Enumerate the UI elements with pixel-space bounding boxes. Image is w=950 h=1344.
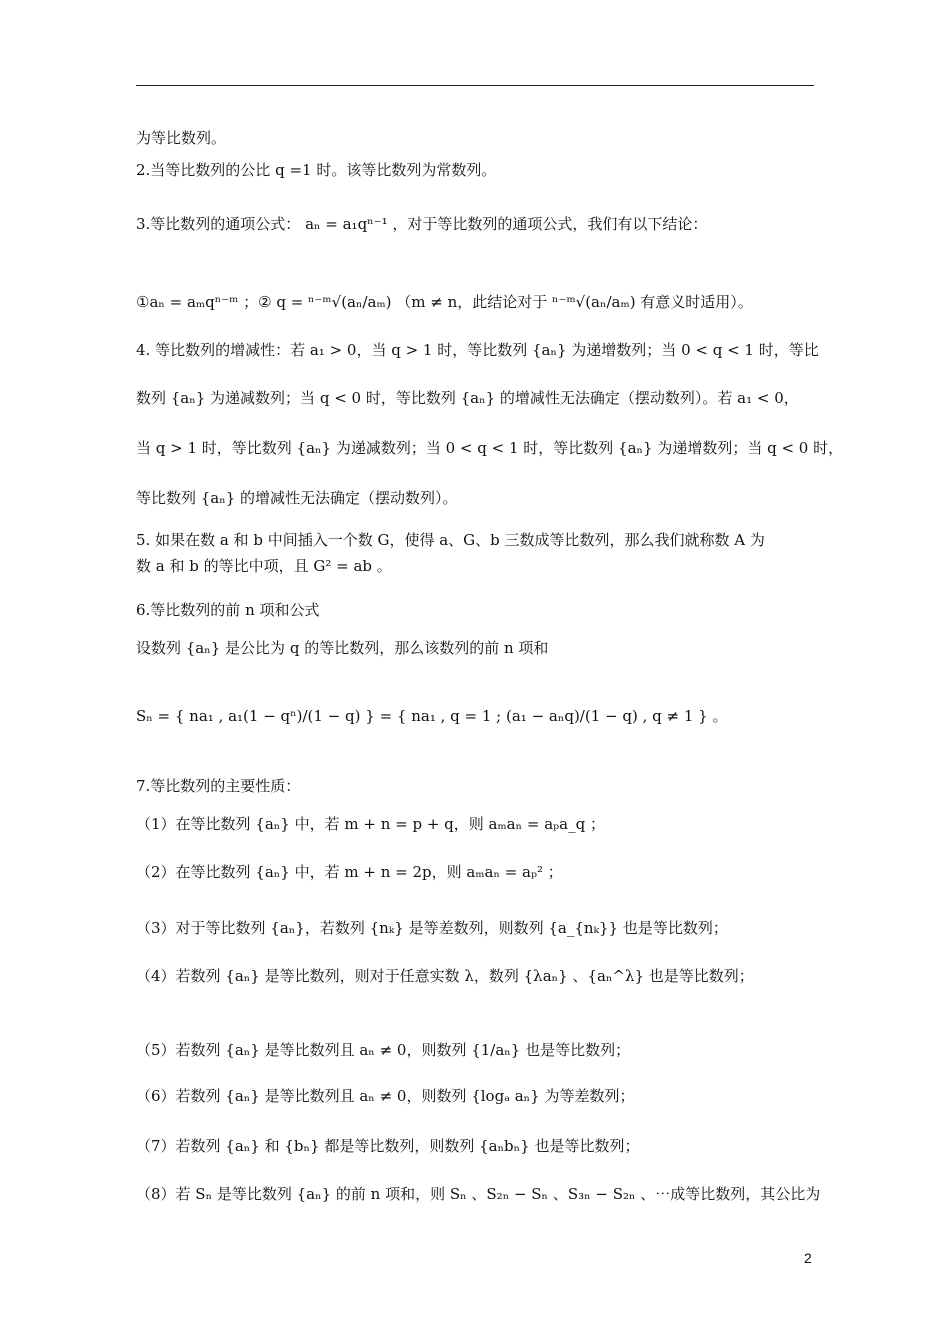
text-line: 5. 如果在数 a 和 b 中间插入一个数 G，使得 a、G、b 三数成等比数列，那么我们就称数 A 为 xyxy=(136,531,765,549)
text-line: 2.当等比数列的公比 q =1 时。该等比数列为常数列。 xyxy=(136,161,497,179)
property-line: （4）若数列 {aₙ} 是等比数列，则对于任意实数 λ，数列 {λaₙ} 、{aₙ^λ} 也是等比数列； xyxy=(136,967,754,985)
text-line: 设数列 {aₙ} 是公比为 q 的等比数列，那么该数列的前 n 项和 xyxy=(136,639,549,657)
text-line: 数 a 和 b 的等比中项，且 G² = ab 。 xyxy=(136,557,392,575)
text-line: 当 q > 1 时，等比数列 {aₙ} 为递减数列；当 0 < q < 1 时，等比数列 {aₙ} 为递增数列；当 q < 0 时， xyxy=(136,439,844,457)
text-line: 数列 {aₙ} 为递减数列；当 q < 0 时，等比数列 {aₙ} 的增减性无法确定（摆动数列）。若 a₁ < 0， xyxy=(136,389,799,407)
property-line: （2）在等比数列 {aₙ} 中，若 m + n = 2p，则 aₘaₙ = aₚ² ； xyxy=(136,863,563,881)
header-rule xyxy=(136,85,814,86)
text-line: 3.等比数列的通项公式： aₙ = a₁qⁿ⁻¹ ，对于等比数列的通项公式，我们有以下结论： xyxy=(136,215,708,233)
text-line: 4. 等比数列的增减性：若 a₁ > 0，当 q > 1 时，等比数列 {aₙ} 为递增数列；当 0 < q < 1 时，等比 xyxy=(136,341,819,359)
property-line: （5）若数列 {aₙ} 是等比数列且 aₙ ≠ 0，则数列 {1/aₙ} 也是等比数列； xyxy=(136,1041,631,1059)
text-line: 等比数列 {aₙ} 的增减性无法确定（摆动数列）。 xyxy=(136,489,458,507)
property-line: （1）在等比数列 {aₙ} 中，若 m + n = p + q，则 aₘaₙ = aₚa_q ； xyxy=(136,815,605,833)
text-line: ①aₙ = aₘqⁿ⁻ᵐ ；② q = ⁿ⁻ᵐ√(aₙ/aₘ) （m ≠ n，此结论对于 ⁿ⁻ᵐ√(aₙ/aₘ) 有意义时适用）。 xyxy=(136,293,753,311)
text-line: 6.等比数列的前 n 项和公式 xyxy=(136,601,320,619)
property-line: （3）对于等比数列 {aₙ}，若数列 {nₖ} 是等差数列，则数列 {a_{nₖ}} 也是等比数列； xyxy=(136,919,728,937)
property-line: （7）若数列 {aₙ} 和 {bₙ} 都是等比数列，则数列 {aₙbₙ} 也是等比数列； xyxy=(136,1137,640,1155)
text-line: 7.等比数列的主要性质： xyxy=(136,777,301,795)
formula-line: Sₙ = { na₁ , a₁(1 − qⁿ)/(1 − q) } = { na₁ , q = 1 ; (a₁ − aₙq)/(1 − q) , q ≠ 1 } 。 xyxy=(136,707,728,725)
page-number: 2 xyxy=(804,1250,812,1266)
property-line: （6）若数列 {aₙ} 是等比数列且 aₙ ≠ 0，则数列 {logₐ aₙ} 为等差数列； xyxy=(136,1087,635,1105)
text-line: 为等比数列。 xyxy=(136,129,227,147)
property-line: （8）若 Sₙ 是等比数列 {aₙ} 的前 n 项和，则 Sₙ 、S₂ₙ − Sₙ 、S₃ₙ − S₂ₙ 、⋯成等比数列，其公比为 xyxy=(136,1185,821,1203)
